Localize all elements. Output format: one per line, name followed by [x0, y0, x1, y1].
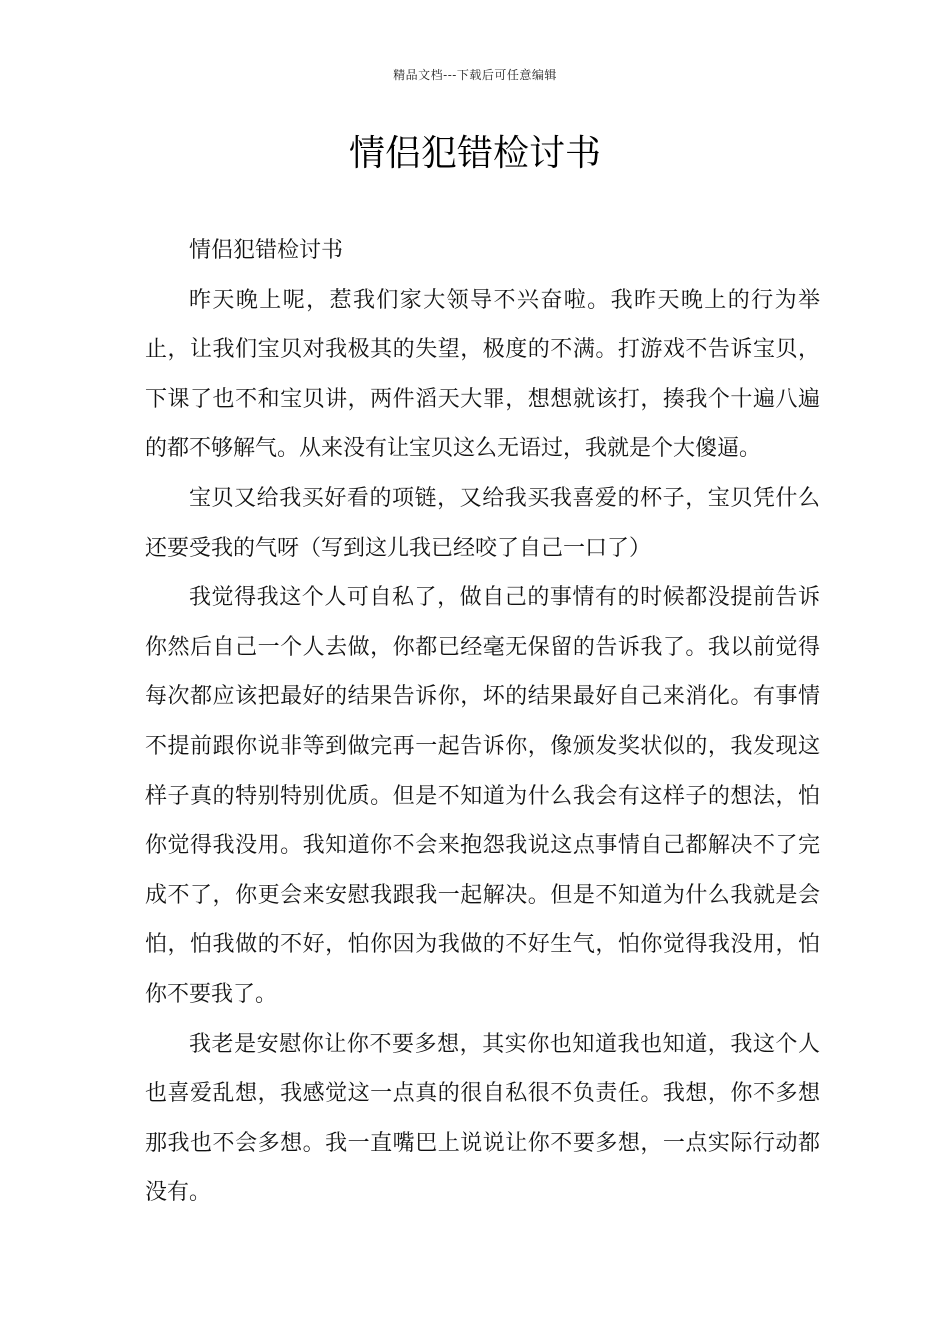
paragraph: 我觉得我这个人可自私了，做自己的事情有的时候都没提前告诉你然后自己一个人去做，你都已经毫无保留的告诉我了。我以前觉得每次都应该把最好的结果告诉你，坏的结果最好自己来消化。有事情不提前跟你说非等到做完再一起告诉你，像颁发奖状似的，我发现这样子真的特别特别优质。但是不知道为什么我会有这样子的想法，怕你觉得我没用。我知道你不会来抱怨我说这点事情自己都解决不了完成不了，你更会来安慰我跟我一起解决。但是不知道为什么我就是会怕，怕我做的不好，怕你因为我做的不好生气，怕你觉得我没用，怕你不要我了。 — [145, 585, 820, 1007]
paragraph-subtitle: 情侣犯错检讨书 — [189, 238, 344, 263]
paragraph: 我老是安慰你让你不要多想，其实你也知道我也知道，我这个人也喜爱乱想，我感觉这一点真的很自私很不负责任。我想，你不多想那我也不会多想。我一直嘴巴上说说让你不要多想，一点实际行动都没有。 — [145, 1031, 820, 1206]
document-body — [145, 226, 820, 1218]
paragraph: 宝贝又给我买好看的项链，又给我买我喜爱的杯子，宝贝凭什么还要受我的气呀（写到这儿我已经咬了自己一口了） — [145, 485, 820, 561]
header-note: 精品文档---下载后可任意编辑 — [393, 68, 557, 82]
paragraph: 昨天晚上呢，惹我们家大领导不兴奋啦。我昨天晚上的行为举止，让我们宝贝对我极其的失望，极度的不满。打游戏不告诉宝贝，下课了也不和宝贝讲，两件滔天大罪，想想就该打，揍我个十遍八遍的都不够解气。从来没有让宝贝这么无语过，我就是个大傻逼。 — [145, 287, 820, 462]
document-title: 情侣犯错检讨书 — [348, 133, 601, 174]
